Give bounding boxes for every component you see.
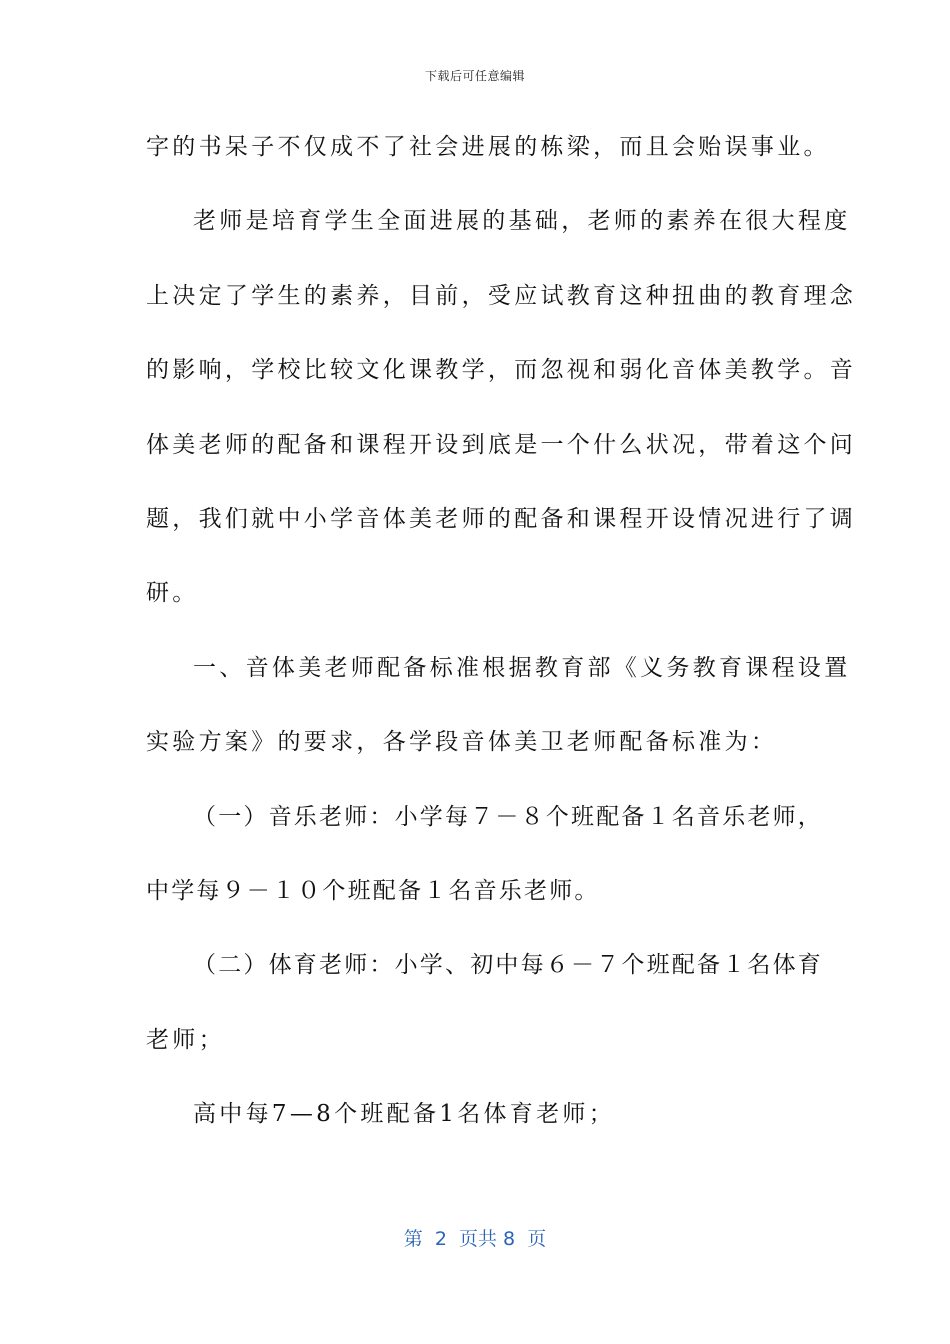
- text-line: 的影响，学校比较文化课教学，而忽视和弱化音体美教学。音: [146, 357, 857, 384]
- text-line: （一）音乐老师：小学每７－８个班配备１名音乐老师，: [193, 803, 823, 830]
- text-line: 高中每7—8个班配备1名体育老师；: [193, 1101, 615, 1128]
- text-line: 一、音体美老师配备标准根据教育部《义务教育课程设置: [193, 654, 851, 681]
- page-number-footer: 第 2 页共 8 页: [403, 1228, 547, 1250]
- text-line: 老师；: [146, 1026, 225, 1053]
- document-body: [146, 127, 857, 1168]
- page-header-note: 下载后可任意编辑: [424, 69, 525, 83]
- text-line: 中学每９－１０个班配备１名音乐老师。: [146, 877, 600, 904]
- text-line: 题，我们就中小学音体美老师的配备和课程开设情况进行了调: [146, 505, 857, 532]
- text-line: （二）体育老师：小学、初中每６－７个班配备１名体育: [193, 952, 823, 979]
- text-line: 实验方案》的要求，各学段音体美卫老师配备标准为：: [146, 729, 778, 756]
- text-line: 老师是培育学生全面进展的基础，老师的素养在很大程度: [193, 208, 851, 235]
- text-line: 字的书呆子不仅成不了社会进展的栋梁，而且会贻误事业。: [146, 134, 830, 160]
- text-line: 研。: [146, 580, 199, 607]
- text-line: 体美老师的配备和课程开设到底是一个什么状况，带着这个问: [146, 431, 857, 458]
- text-line: 上决定了学生的素养，目前，受应试教育这种扭曲的教育理念: [146, 282, 857, 309]
